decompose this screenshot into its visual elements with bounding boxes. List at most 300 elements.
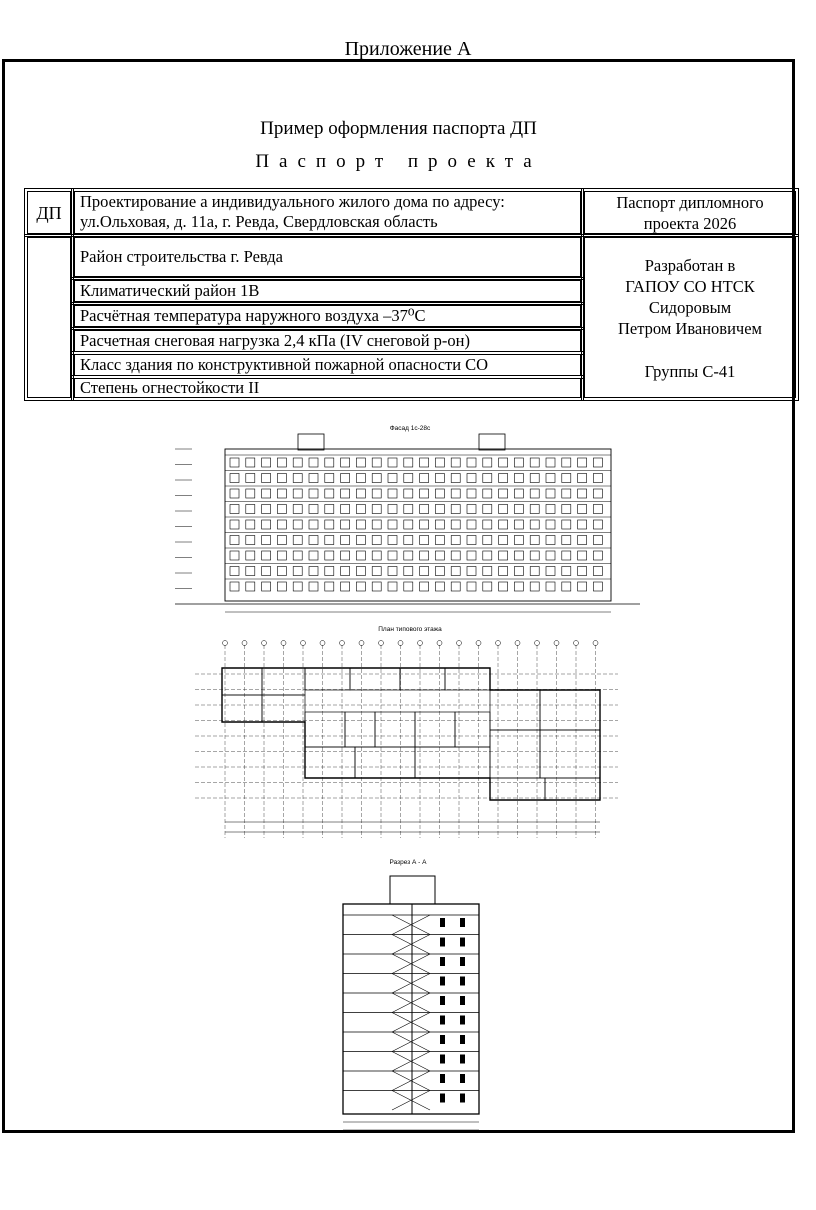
facade-window [404,505,413,514]
facade-window [546,474,555,483]
facade-window [372,505,381,514]
plan-axis-marker [242,641,247,646]
section-window-right [440,938,445,947]
plan-rooms [222,668,600,800]
facade-window [356,520,365,529]
facade-window [578,474,587,483]
facade-window [325,536,334,545]
facade-window [356,536,365,545]
section-floors [343,915,479,1103]
facade-window [451,536,460,545]
facade-window [277,489,286,498]
project-line-1: Проектирование а индивидуального жилого дома по адресу: [80,192,505,211]
facade-level-marks [175,449,192,589]
facade-window [356,489,365,498]
facade-window [499,582,508,591]
facade-window [499,474,508,483]
facade-window [530,567,539,576]
row-climate: Климатический район 1В [74,280,581,302]
section-roof-structure [390,876,435,904]
plan-room [400,668,445,690]
row-fire-class: Класс здания по конструктивной пожарной опасности СО [74,354,581,376]
plan-room [415,712,455,747]
plan-axis-marker [476,641,481,646]
facade-window [514,582,523,591]
section-window-right-2 [460,996,465,1005]
facade-window [262,458,271,467]
plan-room [345,712,375,747]
facade-window [293,520,302,529]
section-window-right [440,1035,445,1044]
facade-window [530,458,539,467]
developer-line-3: Сидоровым [648,298,732,317]
section-window-right-2 [460,938,465,947]
facade-window [499,536,508,545]
facade-window [293,536,302,545]
facade-window [451,567,460,576]
facade-window [530,536,539,545]
facade-window [546,489,555,498]
facade-window [546,520,555,529]
facade-window [388,551,397,560]
plan-drawing [195,626,618,838]
developer-group: Группы С-41 [644,362,736,381]
appendix-title: Приложение А [344,38,472,60]
facade-window [356,567,365,576]
facade-window [483,520,492,529]
facade-window [530,474,539,483]
passport-title: Паспорт проекта [255,151,542,172]
facade-window [499,458,508,467]
facade-window [420,567,429,576]
facade-window [388,489,397,498]
facade-window [388,474,397,483]
facade-window [499,520,508,529]
facade-window [309,551,318,560]
facade-window [467,567,476,576]
facade-window [530,505,539,514]
facade-window [420,505,429,514]
facade-window [404,458,413,467]
facade-window [562,536,571,545]
facade-window [546,582,555,591]
plan-room [490,690,540,730]
facade-window [325,474,334,483]
facade-window [246,551,255,560]
facade-window [530,520,539,529]
developer-line-1: Разработан в [644,256,736,275]
facade-window [593,536,602,545]
facade-windows [225,455,611,591]
facade-window [230,536,239,545]
facade-window [277,551,286,560]
facade-window [262,582,271,591]
plan-axis-marker [554,641,559,646]
section-window-right [440,977,445,986]
plan-axis-marker [301,641,306,646]
passport-line-2: проекта 2026 [643,214,737,233]
section-window-right-2 [460,1094,465,1103]
section-window-right [440,1074,445,1083]
facade-window [435,489,444,498]
facade-window [435,551,444,560]
facade-window [435,567,444,576]
facade-window [230,567,239,576]
plan-axis-marker [281,641,286,646]
facade-window [467,489,476,498]
facade-window [404,582,413,591]
facade-window [420,474,429,483]
row-snow: Расчетная снеговая нагрузка 2,4 кПа (IV снеговой р-он) [74,330,581,352]
facade-window [372,551,381,560]
facade-window [372,489,381,498]
facade-window [578,489,587,498]
plan-axis-marker [515,641,520,646]
facade-window [309,567,318,576]
facade-window [262,567,271,576]
facade-window [578,551,587,560]
facade-window [246,520,255,529]
facade-window [593,520,602,529]
facade-window [483,582,492,591]
facade-window [593,474,602,483]
facade-window [356,458,365,467]
facade-window [404,551,413,560]
facade-window [420,489,429,498]
row-fire-resistance: Степень огнестойкости II [74,378,581,398]
facade-window [341,489,350,498]
plan-room [545,778,600,800]
facade-window [325,520,334,529]
facade-window [404,474,413,483]
plan-room [222,668,262,695]
facade-window [293,582,302,591]
facade-window [435,458,444,467]
facade-window [435,505,444,514]
facade-window [467,474,476,483]
plan-outline [222,668,600,800]
facade-window [451,582,460,591]
facade-window [262,551,271,560]
facade-window [483,536,492,545]
facade-window [514,567,523,576]
plan-room [305,668,350,690]
facade-window [420,582,429,591]
facade-window [388,520,397,529]
facade-window [325,489,334,498]
facade-window [372,458,381,467]
plan-axis-marker [320,641,325,646]
facade-window [514,536,523,545]
facade-window [483,458,492,467]
facade-window [341,505,350,514]
facade-window [593,567,602,576]
facade-window [514,489,523,498]
facade-window [246,582,255,591]
facade-window [262,474,271,483]
facade-window [372,474,381,483]
facade-window [483,474,492,483]
facade-window [483,489,492,498]
section-drawing [343,859,479,1130]
facade-window [514,474,523,483]
plan-room [540,690,600,730]
row-region: Район строительства г. Ревда [74,237,581,277]
plan-axis-marker [574,641,579,646]
plan-axis-marker [457,641,462,646]
facade-window [578,458,587,467]
facade-window [262,536,271,545]
facade-window [293,474,302,483]
facade-window [593,458,602,467]
plan-room [540,730,600,778]
facade-window [499,567,508,576]
plan-axis-marker [535,641,540,646]
facade-window [230,458,239,467]
plan-axis-marker [223,641,228,646]
facade-window [388,582,397,591]
facade-window [277,474,286,483]
plan-axis-marker [379,641,384,646]
facade-window [546,505,555,514]
facade-window [514,520,523,529]
facade-window [546,458,555,467]
plan-room [350,668,400,690]
facade-window [530,551,539,560]
plan-room [445,668,490,690]
facade-window [230,520,239,529]
facade-window [435,474,444,483]
facade-window [277,582,286,591]
plan-axis-marker [496,641,501,646]
facade-window [467,505,476,514]
facade-window [404,536,413,545]
facade-window [578,536,587,545]
facade-window [562,567,571,576]
plan-room [222,695,262,722]
section-window-right-2 [460,1074,465,1083]
facade-window [356,551,365,560]
facade-window [467,520,476,529]
facade-window [372,520,381,529]
facade-window [277,505,286,514]
facade-window [293,458,302,467]
document-subtitle: Пример оформления паспорта ДП [260,118,537,139]
facade-window [499,489,508,498]
facade-window [451,520,460,529]
facade-window [341,458,350,467]
plan-room [455,712,490,747]
facade-window [593,551,602,560]
facade-window [341,551,350,560]
facade-window [420,536,429,545]
facade-window [309,458,318,467]
facade-window [435,582,444,591]
facade-window [593,489,602,498]
facade-window [356,582,365,591]
facade-window [499,505,508,514]
facade-window [593,582,602,591]
facade-window [230,489,239,498]
facade-window [293,489,302,498]
plan-axis-marker [359,641,364,646]
facade-window [404,567,413,576]
facade-window [451,551,460,560]
section-window-right-2 [460,977,465,986]
facade-window [562,582,571,591]
section-window-right [440,918,445,927]
facade-window [562,458,571,467]
facade-window [435,536,444,545]
facade-window [293,505,302,514]
developer-line-4: Петром Ивановичем [618,319,762,338]
facade-outline [225,449,611,601]
section-window-right-2 [460,918,465,927]
section-window-right-2 [460,1016,465,1025]
facade-window [578,520,587,529]
facade-window [420,458,429,467]
plan-axis-marker [593,641,598,646]
facade-window [546,567,555,576]
facade-window [483,505,492,514]
section-window-right [440,957,445,966]
facade-window [246,489,255,498]
facade-window [467,582,476,591]
facade-window [388,567,397,576]
facade-window [388,505,397,514]
facade-window [230,474,239,483]
section-window-right [440,996,445,1005]
facade-window [562,505,571,514]
section-window-right-2 [460,1055,465,1064]
facade-window [230,551,239,560]
facade-window [372,567,381,576]
facade-title: Фасад 1с-28с [389,425,431,432]
facade-window [499,551,508,560]
facade-window [578,582,587,591]
section-window-right [440,1094,445,1103]
facade-window [562,551,571,560]
facade-window [277,520,286,529]
facade-window [230,505,239,514]
temperature-text: Расчётная температура наружного воздуха –37⁰С [80,306,426,325]
facade-window [483,567,492,576]
facade-window [546,551,555,560]
facade-window [593,505,602,514]
plan-axis-marker [437,641,442,646]
plan-room [305,712,345,747]
section-title: Разрез А - А [389,859,427,866]
facade-window [404,489,413,498]
facade-window [451,505,460,514]
facade-window [356,474,365,483]
facade-window [246,505,255,514]
plan-axis-marker [418,641,423,646]
facade-window [514,458,523,467]
facade-window [325,505,334,514]
facade-window [451,474,460,483]
facade-window [309,520,318,529]
facade-window [530,489,539,498]
facade-window [467,536,476,545]
facade-window [341,474,350,483]
facade-window [451,489,460,498]
facade-window [514,505,523,514]
facade-window [420,551,429,560]
facade-window [372,582,381,591]
facade-window [262,505,271,514]
facade-window [451,458,460,467]
plan-title: План типового этажа [378,626,442,633]
facade-window [309,489,318,498]
facade-window [546,536,555,545]
facade-window [246,536,255,545]
facade-window [325,567,334,576]
facade-window [246,567,255,576]
facade-window [483,551,492,560]
plan-axis-marker [262,641,267,646]
facade-window [562,520,571,529]
facade-window [530,582,539,591]
facade-window [230,582,239,591]
facade-window [578,567,587,576]
facade-window [325,582,334,591]
facade-window [309,582,318,591]
facade-window [404,520,413,529]
facade-window [309,505,318,514]
facade-window [277,458,286,467]
facade-window [562,474,571,483]
facade-window [467,551,476,560]
section-window-right [440,1016,445,1025]
facade-window [309,474,318,483]
developer-line-2: ГАПОУ СО НТСК [625,277,755,296]
passport-line-1: Паспорт дипломного [616,193,764,212]
section-window-right-2 [460,957,465,966]
facade-window [309,536,318,545]
section-outline [343,904,479,1114]
plan-axis-marker [340,641,345,646]
facade-stair-tower-left [298,434,324,450]
facade-window [467,458,476,467]
code-label: ДП [36,202,62,223]
facade-window [420,520,429,529]
facade-window [435,520,444,529]
facade-window [277,536,286,545]
facade-window [341,520,350,529]
section-window-right [440,1055,445,1064]
facade-window [388,458,397,467]
facade-window [262,489,271,498]
facade-window [578,505,587,514]
plan-room [490,730,540,778]
project-line-2: ул.Ольховая, д. 11а, г. Ревда, Свердловская область [80,212,438,231]
facade-window [262,520,271,529]
facade-window [293,551,302,560]
plan-axis-marker [398,641,403,646]
facade-window [246,474,255,483]
facade-window [356,505,365,514]
facade-window [325,551,334,560]
facade-window [514,551,523,560]
facade-window [341,567,350,576]
facade-window [277,567,286,576]
facade-window [341,582,350,591]
facade-window [341,536,350,545]
facade-window [293,567,302,576]
facade-window [372,536,381,545]
facade-window [388,536,397,545]
